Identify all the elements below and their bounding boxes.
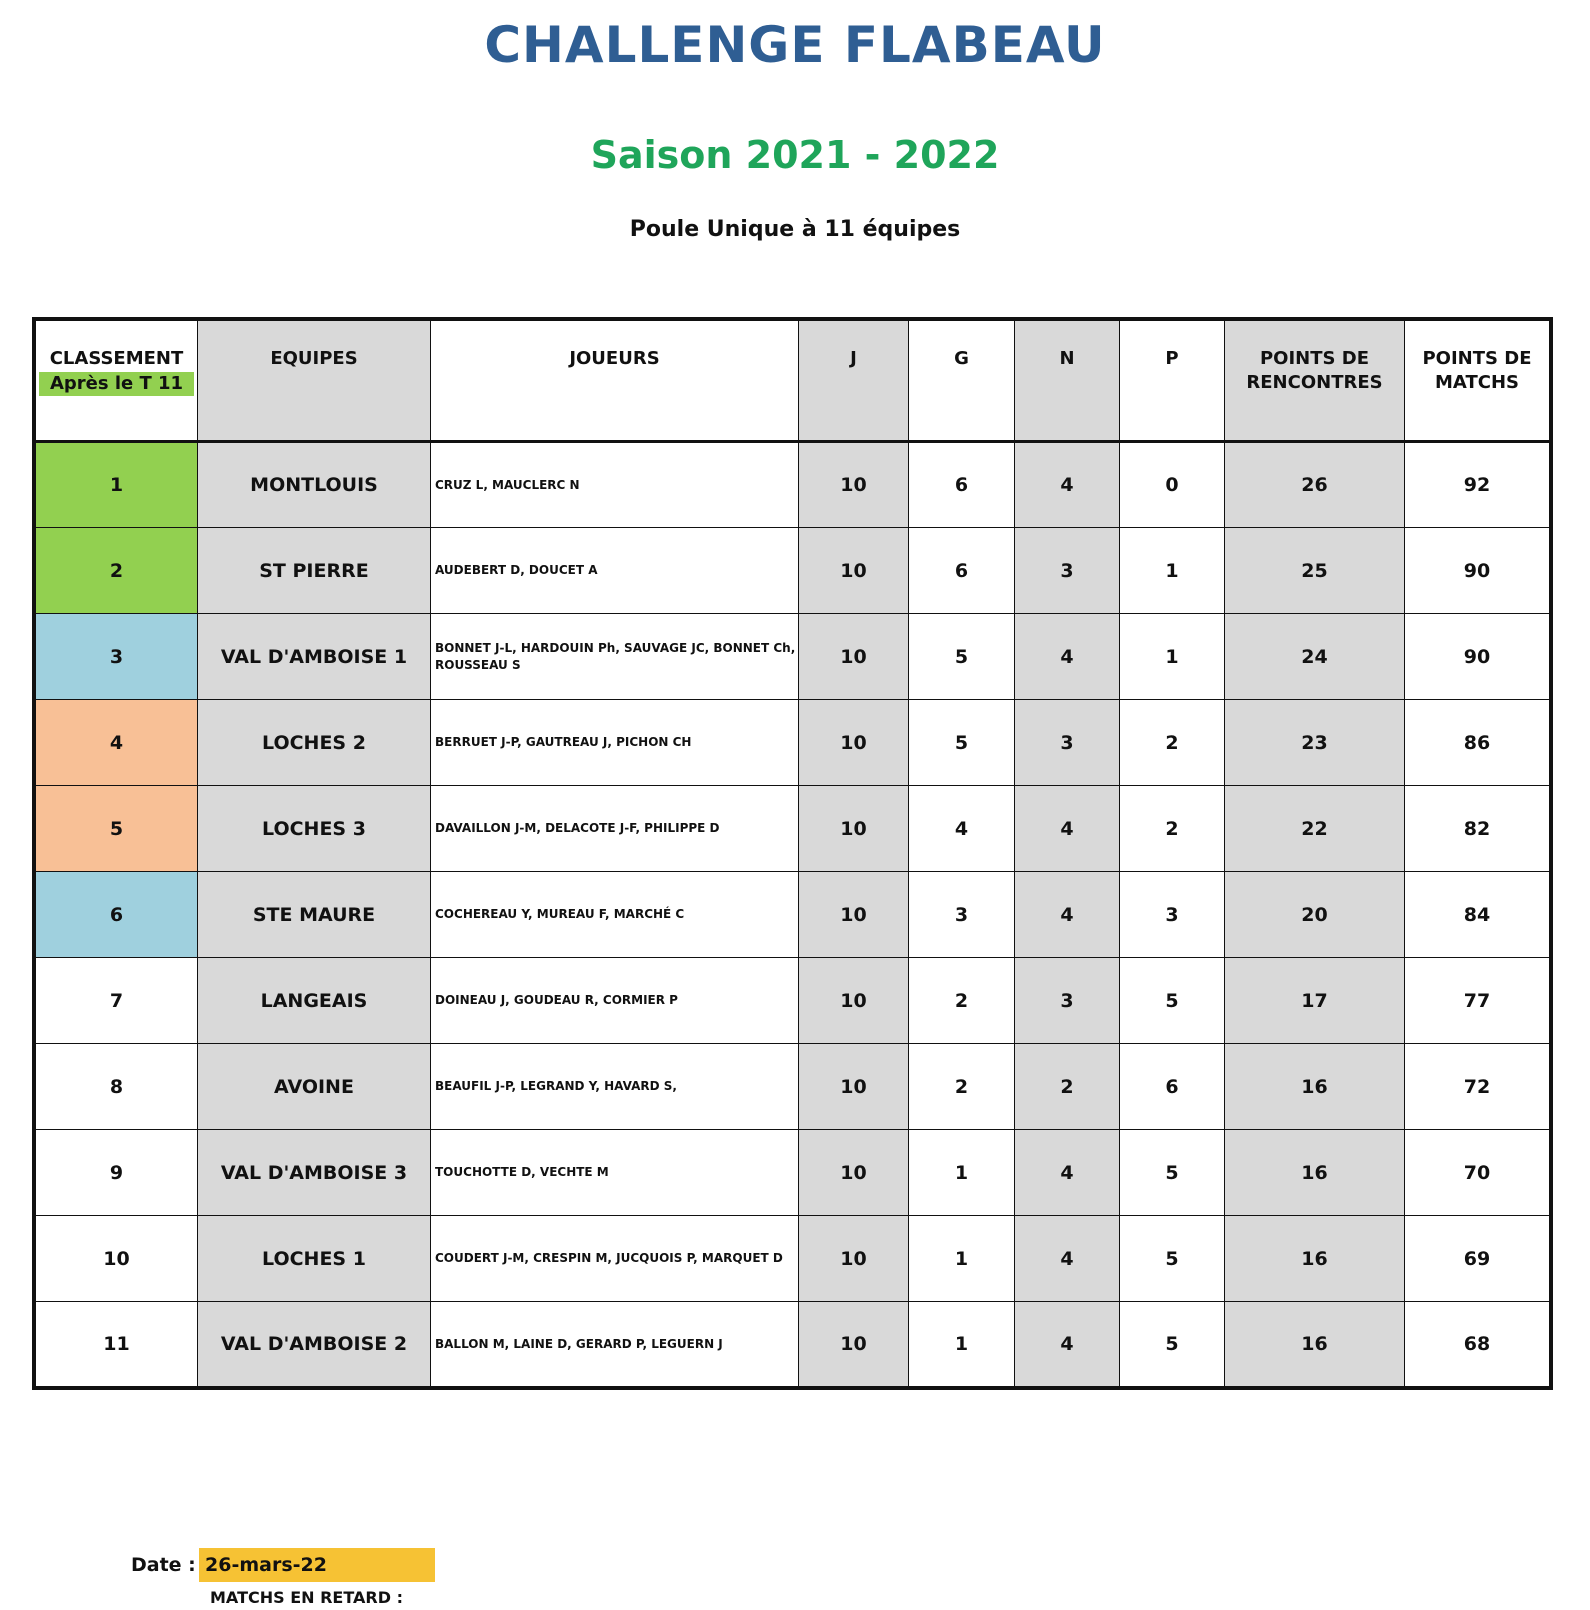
played-cell: 10 bbox=[799, 700, 909, 786]
table-row bbox=[35, 442, 1551, 528]
lost-cell: 1 bbox=[1120, 528, 1225, 614]
table-row bbox=[35, 786, 1551, 872]
table-row bbox=[35, 1216, 1551, 1302]
draw-cell: 4 bbox=[1015, 872, 1120, 958]
team-cell: VAL D'AMBOISE 2 bbox=[198, 1302, 431, 1388]
team-cell: LANGEAIS bbox=[198, 958, 431, 1044]
team-cell: LOCHES 1 bbox=[198, 1216, 431, 1302]
points-rencontres-cell: 16 bbox=[1225, 1216, 1405, 1302]
date-value: 26-mars-22 bbox=[199, 1548, 435, 1582]
lost-cell: 1 bbox=[1120, 614, 1225, 700]
lost-cell: 6 bbox=[1120, 1044, 1225, 1130]
points-matchs-cell: 70 bbox=[1405, 1130, 1551, 1216]
pool-description: Poule Unique à 11 équipes bbox=[629, 217, 961, 242]
draw-cell: 4 bbox=[1015, 442, 1120, 528]
rank-cell: 1 bbox=[35, 442, 198, 528]
points-matchs-cell: 90 bbox=[1405, 614, 1551, 700]
column-header-joueurs: JOUEURS bbox=[431, 320, 799, 442]
column-header-classement bbox=[35, 320, 198, 442]
lost-cell: 2 bbox=[1120, 786, 1225, 872]
rank-cell: 10 bbox=[35, 1216, 198, 1302]
draw-cell: 4 bbox=[1015, 786, 1120, 872]
draw-cell: 4 bbox=[1015, 614, 1120, 700]
played-cell: 10 bbox=[799, 786, 909, 872]
column-header-points-matchs: POINTS DE MATCHS bbox=[1405, 320, 1551, 442]
team-cell: MONTLOUIS bbox=[198, 442, 431, 528]
draw-cell: 4 bbox=[1015, 1216, 1120, 1302]
points-rencontres-cell: 16 bbox=[1225, 1130, 1405, 1216]
draw-cell: 4 bbox=[1015, 1130, 1120, 1216]
team-cell: ST PIERRE bbox=[198, 528, 431, 614]
table-row bbox=[35, 1302, 1551, 1388]
won-cell: 6 bbox=[909, 528, 1015, 614]
players-cell: BEAUFIL J-P, LEGRAND Y, HAVARD S, bbox=[431, 1044, 799, 1130]
points-rencontres-cell: 22 bbox=[1225, 786, 1405, 872]
points-rencontres-cell: 20 bbox=[1225, 872, 1405, 958]
points-matchs-cell: 68 bbox=[1405, 1302, 1551, 1388]
points-rencontres-cell: 26 bbox=[1225, 442, 1405, 528]
points-matchs-cell: 92 bbox=[1405, 442, 1551, 528]
points-matchs-cell: 84 bbox=[1405, 872, 1551, 958]
table-row bbox=[35, 1044, 1551, 1130]
lost-cell: 0 bbox=[1120, 442, 1225, 528]
played-cell: 10 bbox=[799, 872, 909, 958]
table-row bbox=[35, 614, 1551, 700]
column-header-points-rencontres: POINTS DE RENCONTRES bbox=[1225, 320, 1405, 442]
points-matchs-cell: 72 bbox=[1405, 1044, 1551, 1130]
table-row bbox=[35, 528, 1551, 614]
points-rencontres-cell: 17 bbox=[1225, 958, 1405, 1044]
team-cell: VAL D'AMBOISE 3 bbox=[198, 1130, 431, 1216]
rank-cell: 8 bbox=[35, 1044, 198, 1130]
points-rencontres-cell: 25 bbox=[1225, 528, 1405, 614]
column-header-j: J bbox=[799, 320, 909, 442]
ranking-table bbox=[33, 318, 1552, 1389]
played-cell: 10 bbox=[799, 614, 909, 700]
late-matches-label: MATCHS EN RETARD : bbox=[210, 1588, 403, 1607]
draw-cell: 4 bbox=[1015, 1302, 1120, 1388]
lost-cell: 5 bbox=[1120, 1216, 1225, 1302]
table-row bbox=[35, 1130, 1551, 1216]
team-cell: LOCHES 2 bbox=[198, 700, 431, 786]
points-rencontres-cell: 16 bbox=[1225, 1044, 1405, 1130]
points-matchs-cell: 90 bbox=[1405, 528, 1551, 614]
played-cell: 10 bbox=[799, 1216, 909, 1302]
classement-sub-label: Après le T 11 bbox=[39, 372, 194, 396]
column-header-p: P bbox=[1120, 320, 1225, 442]
column-header-equipes: EQUIPES bbox=[198, 320, 431, 442]
column-header-n: N bbox=[1015, 320, 1120, 442]
won-cell: 2 bbox=[909, 958, 1015, 1044]
won-cell: 1 bbox=[909, 1216, 1015, 1302]
draw-cell: 3 bbox=[1015, 528, 1120, 614]
players-cell: TOUCHOTTE D, VECHTE M bbox=[431, 1130, 799, 1216]
date-label: Date : bbox=[131, 1554, 196, 1576]
players-cell: COUDERT J-M, CRESPIN M, JUCQUOIS P, MARQUET D bbox=[431, 1216, 799, 1302]
draw-cell: 2 bbox=[1015, 1044, 1120, 1130]
won-cell: 4 bbox=[909, 786, 1015, 872]
points-rencontres-cell: 23 bbox=[1225, 700, 1405, 786]
played-cell: 10 bbox=[799, 1130, 909, 1216]
players-cell: BALLON M, LAINE D, GERARD P, LEGUERN J bbox=[431, 1302, 799, 1388]
rank-cell: 7 bbox=[35, 958, 198, 1044]
table-row bbox=[35, 872, 1551, 958]
points-matchs-cell: 77 bbox=[1405, 958, 1551, 1044]
players-cell: BONNET J-L, HARDOUIN Ph, SAUVAGE JC, BONNET Ch, ROUSSEAU S bbox=[431, 614, 799, 700]
won-cell: 1 bbox=[909, 1302, 1015, 1388]
players-cell: DOINEAU J, GOUDEAU R, CORMIER P bbox=[431, 958, 799, 1044]
players-cell: DAVAILLON J-M, DELACOTE J-F, PHILIPPE D bbox=[431, 786, 799, 872]
played-cell: 10 bbox=[799, 528, 909, 614]
rank-cell: 9 bbox=[35, 1130, 198, 1216]
column-header-g: G bbox=[909, 320, 1015, 442]
played-cell: 10 bbox=[799, 442, 909, 528]
played-cell: 10 bbox=[799, 1302, 909, 1388]
team-cell: VAL D'AMBOISE 1 bbox=[198, 614, 431, 700]
players-cell: BERRUET J-P, GAUTREAU J, PICHON CH bbox=[431, 700, 799, 786]
table-row bbox=[35, 958, 1551, 1044]
table-row bbox=[35, 700, 1551, 786]
lost-cell: 5 bbox=[1120, 958, 1225, 1044]
won-cell: 5 bbox=[909, 614, 1015, 700]
points-rencontres-cell: 24 bbox=[1225, 614, 1405, 700]
rank-cell: 6 bbox=[35, 872, 198, 958]
won-cell: 2 bbox=[909, 1044, 1015, 1130]
lost-cell: 5 bbox=[1120, 1130, 1225, 1216]
classement-label: CLASSEMENT bbox=[49, 348, 184, 369]
lost-cell: 2 bbox=[1120, 700, 1225, 786]
lost-cell: 5 bbox=[1120, 1302, 1225, 1388]
won-cell: 1 bbox=[909, 1130, 1015, 1216]
won-cell: 6 bbox=[909, 442, 1015, 528]
team-cell: LOCHES 3 bbox=[198, 786, 431, 872]
rank-cell: 3 bbox=[35, 614, 198, 700]
season-subtitle: Saison 2021 - 2022 bbox=[590, 133, 1000, 177]
points-matchs-cell: 69 bbox=[1405, 1216, 1551, 1302]
points-matchs-cell: 86 bbox=[1405, 700, 1551, 786]
players-cell: AUDEBERT D, DOUCET A bbox=[431, 528, 799, 614]
lost-cell: 3 bbox=[1120, 872, 1225, 958]
rank-cell: 2 bbox=[35, 528, 198, 614]
rank-cell: 4 bbox=[35, 700, 198, 786]
page-title: CHALLENGE FLABEAU bbox=[484, 16, 1106, 74]
players-cell: CRUZ L, MAUCLERC N bbox=[431, 442, 799, 528]
team-cell: STE MAURE bbox=[198, 872, 431, 958]
won-cell: 5 bbox=[909, 700, 1015, 786]
points-matchs-cell: 82 bbox=[1405, 786, 1551, 872]
played-cell: 10 bbox=[799, 958, 909, 1044]
players-cell: COCHEREAU Y, MUREAU F, MARCHÉ C bbox=[431, 872, 799, 958]
rank-cell: 5 bbox=[35, 786, 198, 872]
points-rencontres-cell: 16 bbox=[1225, 1302, 1405, 1388]
draw-cell: 3 bbox=[1015, 958, 1120, 1044]
draw-cell: 3 bbox=[1015, 700, 1120, 786]
rank-cell: 11 bbox=[35, 1302, 198, 1388]
team-cell: AVOINE bbox=[198, 1044, 431, 1130]
table-header-row bbox=[35, 320, 1551, 442]
won-cell: 3 bbox=[909, 872, 1015, 958]
played-cell: 10 bbox=[799, 1044, 909, 1130]
